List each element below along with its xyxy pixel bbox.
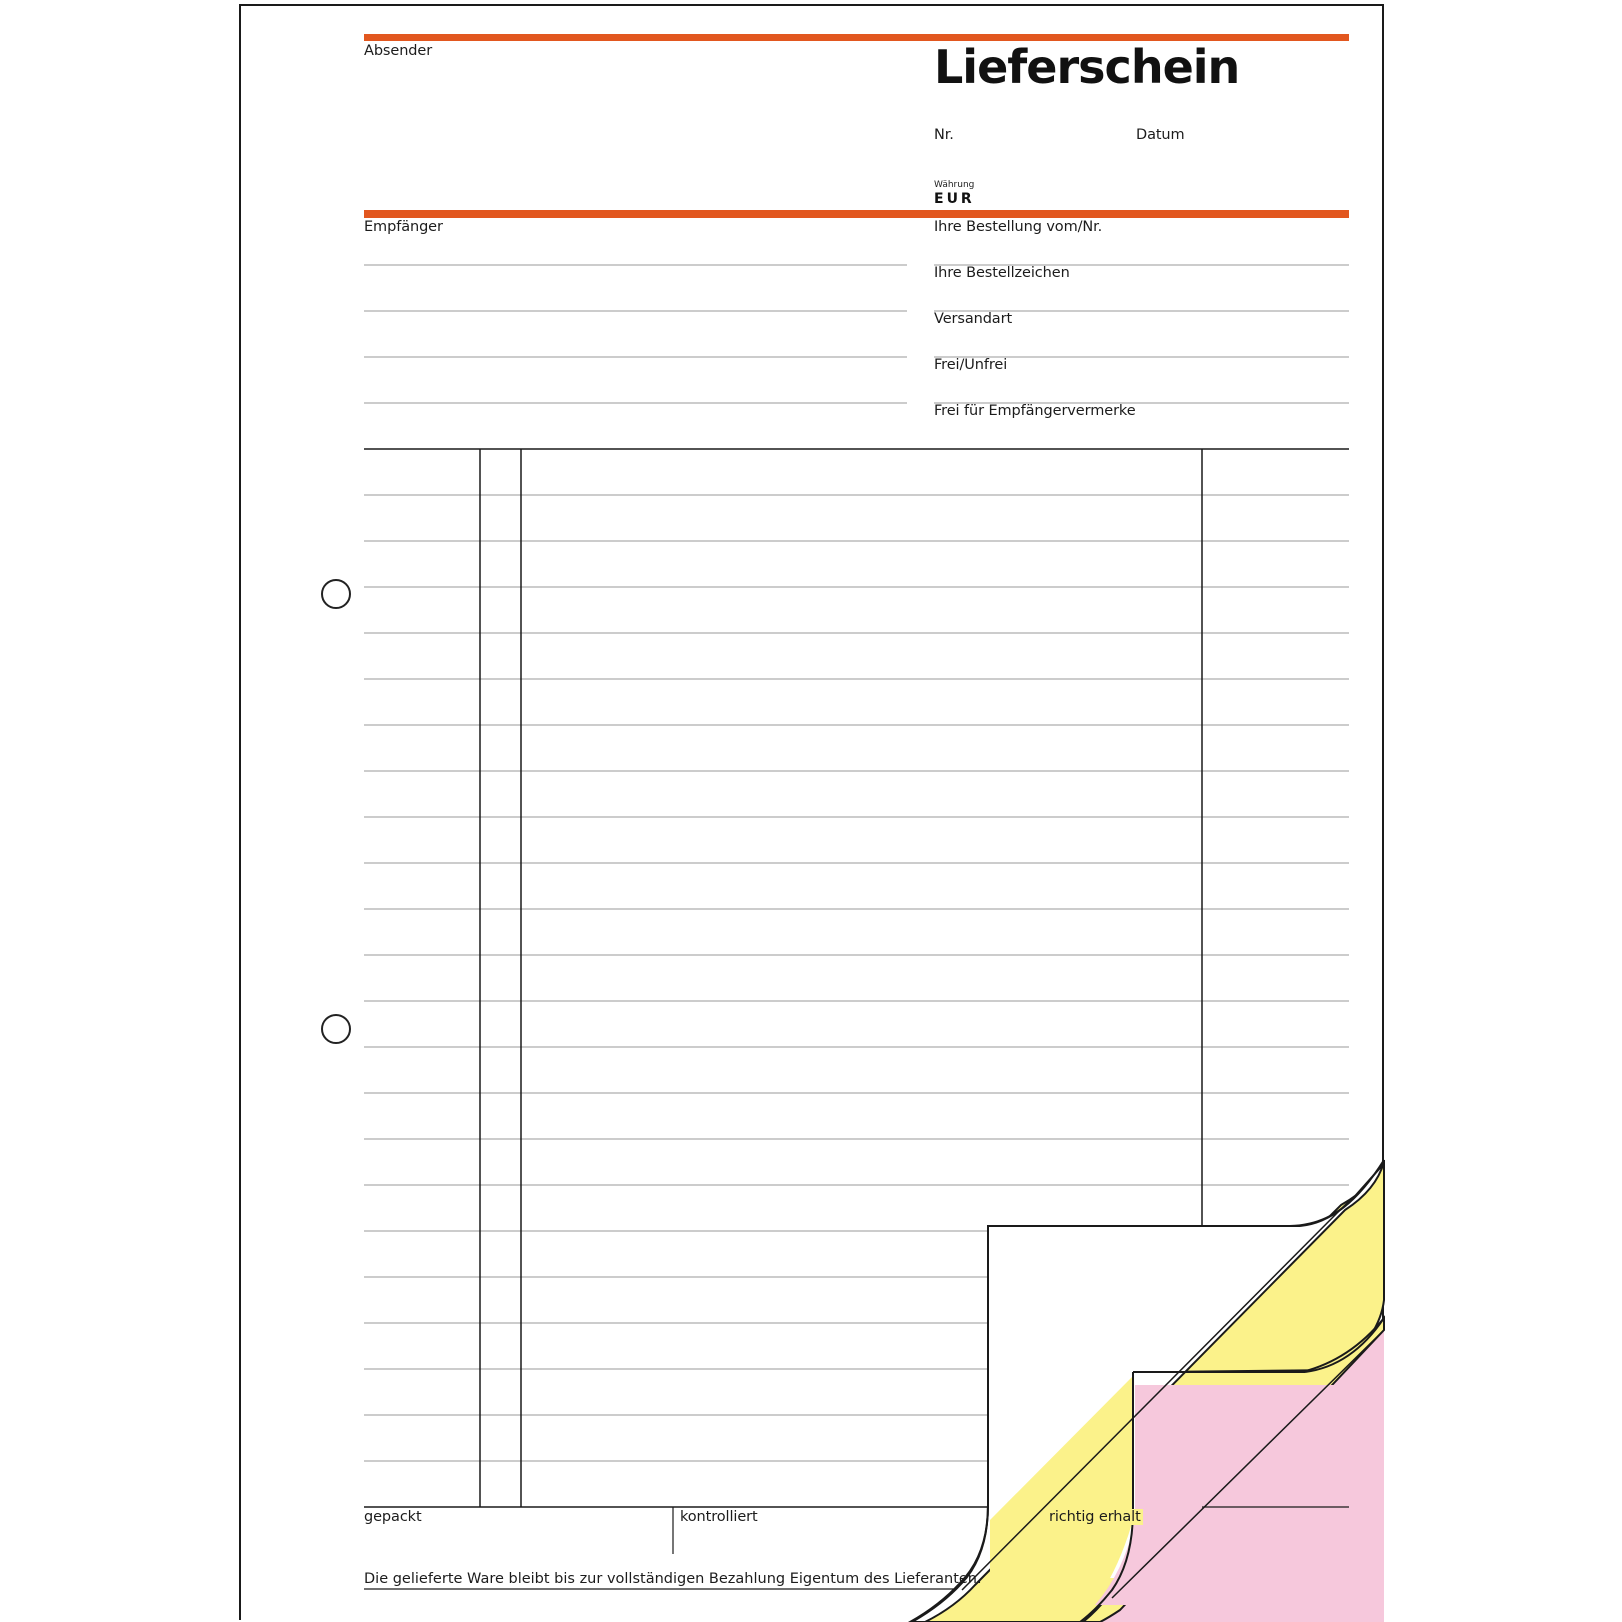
freight-terms-label: Frei/Unfrei (934, 357, 1008, 373)
packed-label: gepackt (364, 1509, 422, 1525)
checked-label: kontrolliert (680, 1509, 758, 1525)
shipping-method-label: Versandart (934, 311, 1013, 327)
retention-of-title-note: Die gelieferte Ware bleibt bis zur vollständigen Bezahlung Eigentum des Lieferanten. (364, 1571, 982, 1587)
punch-hole-lower (322, 1015, 350, 1043)
page-title: Lieferschein (934, 40, 1240, 94)
currency-label: Währung (934, 180, 975, 190)
date-label: Datum (1136, 127, 1185, 143)
order-reference-label: Ihre Bestellzeichen (934, 265, 1070, 281)
punch-hole-upper (322, 580, 350, 608)
recipient-lines (364, 265, 907, 403)
currency-value: EUR (934, 191, 975, 207)
order-date-number-label: Ihre Bestellung vom/Nr. (934, 219, 1103, 235)
recipient-label: Empfänger (364, 219, 443, 235)
middle-accent-bar (364, 210, 1349, 218)
received-label: richtig erhalt (1049, 1509, 1141, 1525)
right-field-lines (934, 265, 1349, 403)
recipient-notes-label: Frei für Empfängervermerke (934, 403, 1136, 419)
sender-label: Absender (364, 43, 433, 59)
number-label: Nr. (934, 127, 954, 143)
